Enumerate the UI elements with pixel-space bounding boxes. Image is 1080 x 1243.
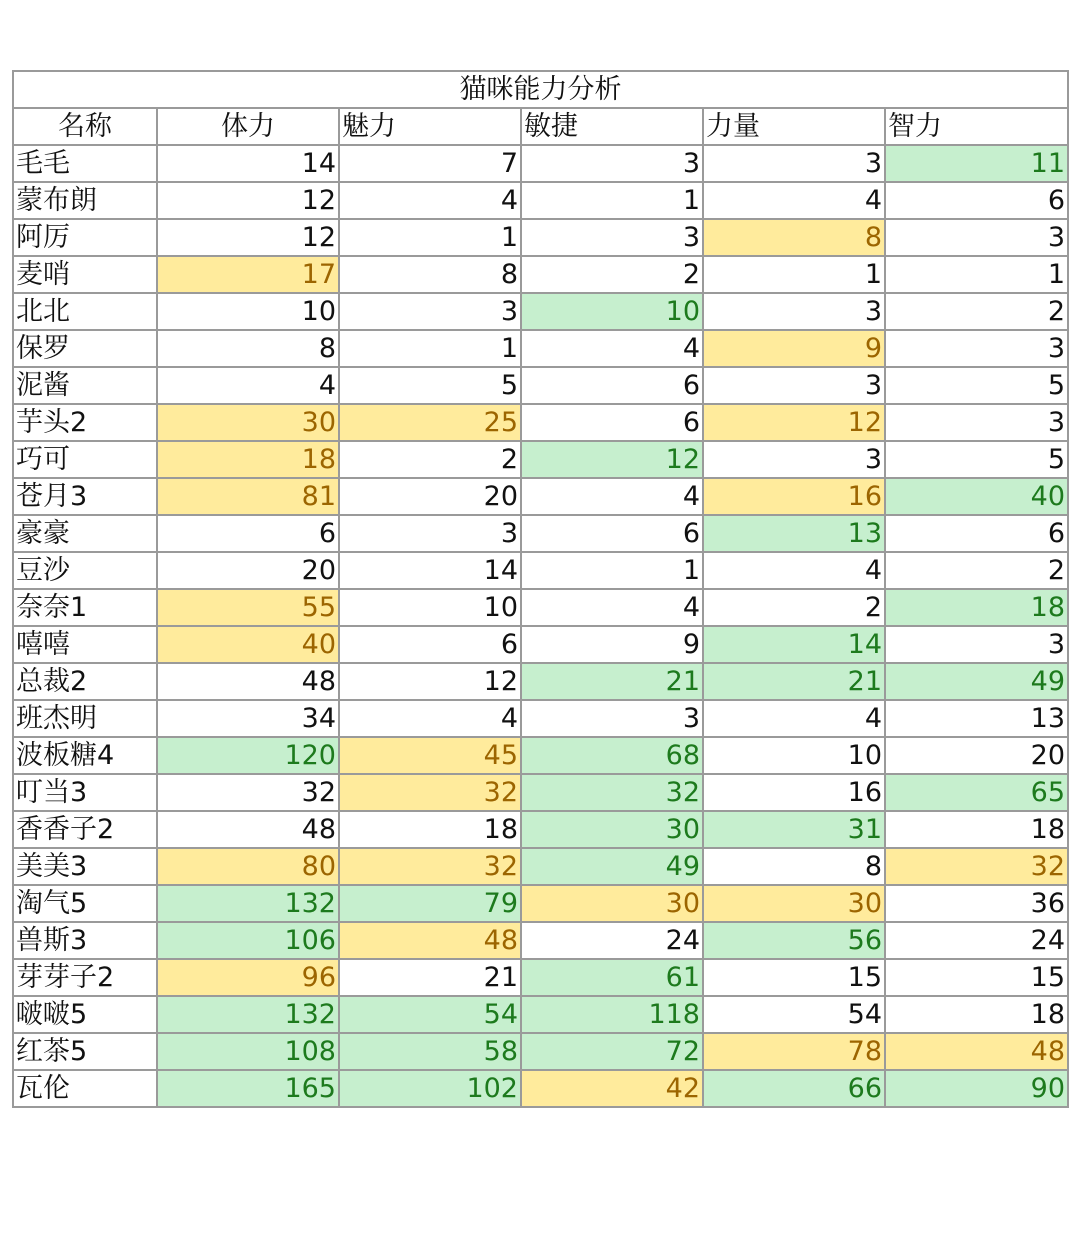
- cell-charm[interactable]: 79: [339, 885, 521, 922]
- cell-cat-name[interactable]: 芋头2: [13, 404, 157, 441]
- cell-charm[interactable]: 6: [339, 626, 521, 663]
- cell-cat-name[interactable]: 瓦伦: [13, 1070, 157, 1107]
- cell-intelligence[interactable]: 3: [885, 404, 1068, 441]
- cell-stamina[interactable]: 106: [157, 922, 339, 959]
- cell-intelligence[interactable]: 5: [885, 367, 1068, 404]
- cell-intelligence[interactable]: 32: [885, 848, 1068, 885]
- cell-stamina[interactable]: 120: [157, 737, 339, 774]
- cell-charm[interactable]: 7: [339, 145, 521, 182]
- cell-agility[interactable]: 1: [521, 552, 703, 589]
- cell-charm[interactable]: 102: [339, 1070, 521, 1107]
- cell-cat-name[interactable]: 巧可: [13, 441, 157, 478]
- header-cell-name[interactable]: 名称: [13, 108, 157, 145]
- cell-strength[interactable]: 30: [703, 885, 885, 922]
- cell-strength[interactable]: 13: [703, 515, 885, 552]
- cell-strength[interactable]: 66: [703, 1070, 885, 1107]
- table-row: [13, 700, 1068, 737]
- cell-stamina[interactable]: 4: [157, 367, 339, 404]
- table-row: [13, 145, 1068, 182]
- header-cell-intelligence[interactable]: 智力: [885, 108, 1068, 145]
- cell-stamina[interactable]: 17: [157, 256, 339, 293]
- cell-stamina[interactable]: 8: [157, 330, 339, 367]
- cell-intelligence[interactable]: 18: [885, 996, 1068, 1033]
- cell-intelligence[interactable]: 48: [885, 1033, 1068, 1070]
- table-row: [13, 219, 1068, 256]
- cell-stamina[interactable]: 10: [157, 293, 339, 330]
- cell-strength[interactable]: 8: [703, 219, 885, 256]
- cell-charm[interactable]: 3: [339, 515, 521, 552]
- cell-agility[interactable]: 6: [521, 515, 703, 552]
- cell-strength[interactable]: 4: [703, 700, 885, 737]
- cell-intelligence[interactable]: 3: [885, 626, 1068, 663]
- cell-cat-name[interactable]: 苍月3: [13, 478, 157, 515]
- cell-stamina[interactable]: 132: [157, 996, 339, 1033]
- cell-charm[interactable]: 2: [339, 441, 521, 478]
- cell-cat-name[interactable]: 豪豪: [13, 515, 157, 552]
- cell-cat-name[interactable]: 波板糖4: [13, 737, 157, 774]
- cell-intelligence[interactable]: 3: [885, 330, 1068, 367]
- cell-strength[interactable]: 14: [703, 626, 885, 663]
- cell-strength[interactable]: 78: [703, 1033, 885, 1070]
- ability-table: [12, 70, 1069, 1108]
- cell-stamina[interactable]: 30: [157, 404, 339, 441]
- header-cell-strength[interactable]: 力量: [703, 108, 885, 145]
- cell-cat-name[interactable]: 芽芽子2: [13, 959, 157, 996]
- cell-strength[interactable]: 3: [703, 293, 885, 330]
- cell-charm[interactable]: 20: [339, 478, 521, 515]
- table-row: [13, 441, 1068, 478]
- cell-agility[interactable]: 3: [521, 219, 703, 256]
- cell-cat-name[interactable]: 淘气5: [13, 885, 157, 922]
- cell-cat-name[interactable]: 奈奈1: [13, 589, 157, 626]
- cell-cat-name[interactable]: 嘻嘻: [13, 626, 157, 663]
- cell-cat-name[interactable]: 叮当3: [13, 774, 157, 811]
- title-row: [13, 71, 1068, 108]
- cell-charm[interactable]: 21: [339, 959, 521, 996]
- cell-agility[interactable]: 12: [521, 441, 703, 478]
- cell-cat-name[interactable]: 蒙布朗: [13, 182, 157, 219]
- cell-intelligence[interactable]: 18: [885, 811, 1068, 848]
- cell-cat-name[interactable]: 豆沙: [13, 552, 157, 589]
- cell-intelligence[interactable]: 6: [885, 515, 1068, 552]
- cell-agility[interactable]: 9: [521, 626, 703, 663]
- cell-strength[interactable]: 1: [703, 256, 885, 293]
- table-row: [13, 404, 1068, 441]
- cell-charm[interactable]: 18: [339, 811, 521, 848]
- cell-intelligence[interactable]: 2: [885, 293, 1068, 330]
- header-cell-stamina[interactable]: 体力: [157, 108, 339, 145]
- cell-charm[interactable]: 12: [339, 663, 521, 700]
- cell-charm[interactable]: 3: [339, 293, 521, 330]
- cell-agility[interactable]: 3: [521, 145, 703, 182]
- cell-stamina[interactable]: 12: [157, 182, 339, 219]
- cell-cat-name[interactable]: 总裁2: [13, 663, 157, 700]
- header-cell-agility[interactable]: 敏捷: [521, 108, 703, 145]
- cell-cat-name[interactable]: 兽斯3: [13, 922, 157, 959]
- cell-charm[interactable]: 1: [339, 330, 521, 367]
- cell-strength[interactable]: 3: [703, 145, 885, 182]
- cell-stamina[interactable]: 40: [157, 626, 339, 663]
- table-row: [13, 367, 1068, 404]
- cell-charm[interactable]: 4: [339, 182, 521, 219]
- cell-stamina[interactable]: 14: [157, 145, 339, 182]
- cell-charm[interactable]: 1: [339, 219, 521, 256]
- cell-agility[interactable]: 24: [521, 922, 703, 959]
- table-row: [13, 848, 1068, 885]
- cell-stamina[interactable]: 80: [157, 848, 339, 885]
- cell-charm[interactable]: 45: [339, 737, 521, 774]
- cell-strength[interactable]: 16: [703, 774, 885, 811]
- table-row: [13, 182, 1068, 219]
- cell-strength[interactable]: 54: [703, 996, 885, 1033]
- table-row: [13, 515, 1068, 552]
- header-cell-charm[interactable]: 魅力: [339, 108, 521, 145]
- cell-agility[interactable]: 4: [521, 330, 703, 367]
- cell-strength[interactable]: 3: [703, 441, 885, 478]
- cell-agility[interactable]: 42: [521, 1070, 703, 1107]
- cell-cat-name[interactable]: 香香子2: [13, 811, 157, 848]
- cell-stamina[interactable]: 48: [157, 811, 339, 848]
- cell-agility[interactable]: 1: [521, 182, 703, 219]
- cell-stamina[interactable]: 132: [157, 885, 339, 922]
- cell-intelligence[interactable]: 18: [885, 589, 1068, 626]
- cell-strength[interactable]: 8: [703, 848, 885, 885]
- cell-charm[interactable]: 10: [339, 589, 521, 626]
- cell-intelligence[interactable]: 24: [885, 922, 1068, 959]
- cell-cat-name[interactable]: 保罗: [13, 330, 157, 367]
- cell-cat-name[interactable]: 红茶5: [13, 1033, 157, 1070]
- table-row: [13, 1033, 1068, 1070]
- cell-agility[interactable]: 4: [521, 478, 703, 515]
- cell-strength[interactable]: 9: [703, 330, 885, 367]
- cell-charm[interactable]: 5: [339, 367, 521, 404]
- cell-agility[interactable]: 118: [521, 996, 703, 1033]
- table-row: [13, 885, 1068, 922]
- cell-strength[interactable]: 10: [703, 737, 885, 774]
- cell-agility[interactable]: 49: [521, 848, 703, 885]
- cell-cat-name[interactable]: 啵啵5: [13, 996, 157, 1033]
- cell-agility[interactable]: 68: [521, 737, 703, 774]
- cell-intelligence[interactable]: 5: [885, 441, 1068, 478]
- cell-strength[interactable]: 4: [703, 182, 885, 219]
- cell-agility[interactable]: 21: [521, 663, 703, 700]
- table-row: [13, 1070, 1068, 1107]
- cell-agility[interactable]: 6: [521, 404, 703, 441]
- cell-intelligence[interactable]: 65: [885, 774, 1068, 811]
- cell-stamina[interactable]: 55: [157, 589, 339, 626]
- table-row: [13, 552, 1068, 589]
- table-row: [13, 922, 1068, 959]
- cell-intelligence[interactable]: 2: [885, 552, 1068, 589]
- cell-charm[interactable]: 4: [339, 700, 521, 737]
- table-row: [13, 256, 1068, 293]
- table-row: [13, 996, 1068, 1033]
- table-row: [13, 959, 1068, 996]
- cell-stamina[interactable]: 48: [157, 663, 339, 700]
- cell-cat-name[interactable]: 美美3: [13, 848, 157, 885]
- cell-agility[interactable]: 6: [521, 367, 703, 404]
- cell-stamina[interactable]: 81: [157, 478, 339, 515]
- cell-stamina[interactable]: 18: [157, 441, 339, 478]
- cell-strength[interactable]: 16: [703, 478, 885, 515]
- cell-charm[interactable]: 32: [339, 848, 521, 885]
- cell-cat-name[interactable]: 毛毛: [13, 145, 157, 182]
- cell-stamina[interactable]: 108: [157, 1033, 339, 1070]
- cell-cat-name[interactable]: 北北: [13, 293, 157, 330]
- cell-strength[interactable]: 12: [703, 404, 885, 441]
- cell-stamina[interactable]: 96: [157, 959, 339, 996]
- cell-charm[interactable]: 14: [339, 552, 521, 589]
- cell-intelligence[interactable]: 49: [885, 663, 1068, 700]
- cell-intelligence[interactable]: 20: [885, 737, 1068, 774]
- cell-stamina[interactable]: 6: [157, 515, 339, 552]
- cell-strength[interactable]: 21: [703, 663, 885, 700]
- table-row: [13, 478, 1068, 515]
- table-row: [13, 330, 1068, 367]
- cell-charm[interactable]: 58: [339, 1033, 521, 1070]
- cell-agility[interactable]: 4: [521, 589, 703, 626]
- table-row: [13, 774, 1068, 811]
- cell-cat-name[interactable]: 班杰明: [13, 700, 157, 737]
- cell-agility[interactable]: 72: [521, 1033, 703, 1070]
- cell-strength[interactable]: 56: [703, 922, 885, 959]
- cell-charm[interactable]: 32: [339, 774, 521, 811]
- cell-agility[interactable]: 2: [521, 256, 703, 293]
- cell-strength[interactable]: 15: [703, 959, 885, 996]
- cell-stamina[interactable]: 34: [157, 700, 339, 737]
- cell-agility[interactable]: 10: [521, 293, 703, 330]
- cell-charm[interactable]: 8: [339, 256, 521, 293]
- cell-intelligence[interactable]: 40: [885, 478, 1068, 515]
- cell-intelligence[interactable]: 1: [885, 256, 1068, 293]
- cell-intelligence[interactable]: 11: [885, 145, 1068, 182]
- cell-charm[interactable]: 25: [339, 404, 521, 441]
- table-row: [13, 626, 1068, 663]
- cell-agility[interactable]: 30: [521, 811, 703, 848]
- cell-agility[interactable]: 3: [521, 700, 703, 737]
- table-row: [13, 589, 1068, 626]
- cell-stamina[interactable]: 12: [157, 219, 339, 256]
- cell-cat-name[interactable]: 麦哨: [13, 256, 157, 293]
- cell-intelligence[interactable]: 6: [885, 182, 1068, 219]
- cell-intelligence[interactable]: 3: [885, 219, 1068, 256]
- table-row: [13, 811, 1068, 848]
- cell-strength[interactable]: 3: [703, 367, 885, 404]
- cell-stamina[interactable]: 20: [157, 552, 339, 589]
- cell-charm[interactable]: 54: [339, 996, 521, 1033]
- cell-cat-name[interactable]: 泥酱: [13, 367, 157, 404]
- cell-agility[interactable]: 32: [521, 774, 703, 811]
- cell-stamina[interactable]: 32: [157, 774, 339, 811]
- cell-stamina[interactable]: 165: [157, 1070, 339, 1107]
- cell-intelligence[interactable]: 90: [885, 1070, 1068, 1107]
- cell-agility[interactable]: 61: [521, 959, 703, 996]
- cell-charm[interactable]: 48: [339, 922, 521, 959]
- cell-agility[interactable]: 30: [521, 885, 703, 922]
- cell-strength[interactable]: 31: [703, 811, 885, 848]
- cell-intelligence[interactable]: 36: [885, 885, 1068, 922]
- cell-strength[interactable]: 4: [703, 552, 885, 589]
- table-row: [13, 737, 1068, 774]
- table-title[interactable]: 猫咪能力分析: [13, 71, 1068, 108]
- header-row: [13, 108, 1068, 145]
- cell-strength[interactable]: 2: [703, 589, 885, 626]
- table-row: [13, 293, 1068, 330]
- cell-intelligence[interactable]: 13: [885, 700, 1068, 737]
- table-row: [13, 663, 1068, 700]
- cell-intelligence[interactable]: 15: [885, 959, 1068, 996]
- cell-cat-name[interactable]: 阿厉: [13, 219, 157, 256]
